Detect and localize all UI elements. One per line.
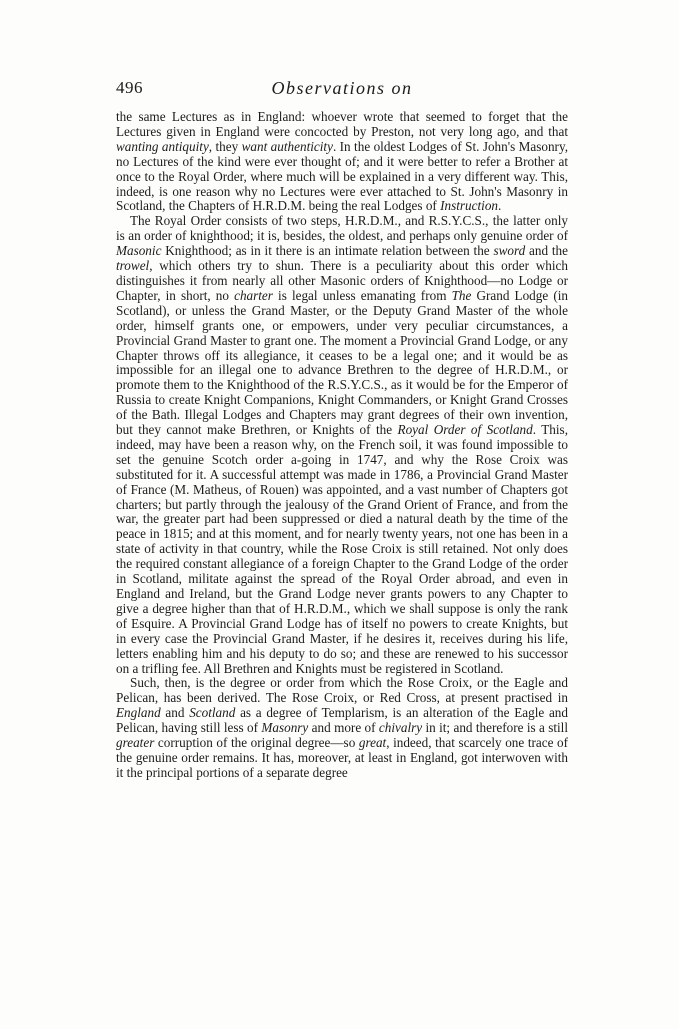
running-head: Observations on [271, 78, 413, 98]
page-header [116, 78, 568, 102]
page-number: 496 [116, 78, 143, 97]
paragraph-1 [116, 110, 568, 214]
text-run: . This, indeed, may have been a reason why, on the French soil, it was found impossible to set the genuine Scotch order a-going in 1747, and why the Rose Croix was substituted for it. A successful attempt was made in 1786, a Provincial Grand Master of France (M. Matheus, of Rouen) was appointed, and a vast number of Chapters got charters; but partly through the jealousy of the Grand Orient of France, and from the war, the greater part had been suppressed or died a natural death by the time of the peace in 1815; and at this moment, and for nearly twenty years, not one has been in a state of activity in that country, while the Rose Croix is still retained. Not only does the required constant allegiance of a foreign Chapter to the Grand Lodge of the order in Scotland, militate against the spread of the Royal Order abroad, and even in England and Ireland, but the Grand Lodge never grants powers to any Chapter to give a degree higher than that of H.R.D.M., which we shall suppose is only the rank of Esquire. A Provincial Grand Lodge has of itself no powers to create Knights, but in every case the Provincial Grand Master, if he desires it, receives during his life, letters enabling him and his deputy to do so; and these are renewed to his successor on a trifling fee. All Brethren and Knights must be registered in Scotland. [116, 422, 568, 676]
text-run: is legal unless emanating from [272, 287, 452, 303]
text-run: , indeed, that scarcely one trace of the genuine order remains. It has, moreover, at least in England, got interwoven with it the principal portions of a separate degree [116, 735, 568, 780]
italic-text: trowel [116, 258, 150, 274]
italic-text: The [451, 287, 472, 303]
text-run: . [498, 198, 502, 214]
text-run: the same Lectures as in England: whoever wrote that seemed to forget that the Lectures given in England were concocted by Preston, not very long ago, and that [116, 109, 568, 139]
paragraph-2 [116, 214, 568, 676]
italic-text: charter [234, 287, 273, 303]
text-run: in it; and therefore is a still [422, 720, 568, 736]
text-run: , they [208, 138, 242, 154]
italic-text: greater [116, 735, 155, 751]
body-text [116, 110, 568, 781]
italic-text: Royal Order of Scotland [397, 422, 533, 438]
italic-text: great [358, 735, 387, 751]
italic-text: sword [493, 243, 526, 259]
text-run: . In the oldest Lodges of St. John's Masonry, no Lectures of the kind were ever thought of; and it were better to refer a Brother at once to the Royal Order, where much will be explained in a very different way. This, indeed, is one reason why no Lectures were ever attached to St. John's Masonry in Scotland, the Chapters of H.R.D.M. being the real Lodges of [116, 138, 568, 214]
text-run: Such, then, is the degree or order from which the Rose Croix, or the Eagle and Pelican, has been derived. The Rose Croix, or Red Cross, at present practised in [116, 675, 568, 706]
text-run: and more of [308, 720, 379, 736]
italic-text: chivalry [378, 720, 423, 736]
italic-text: England [116, 705, 161, 721]
italic-text: Masonic [116, 243, 162, 259]
italic-text: Instruction [440, 198, 499, 214]
italic-text: wanting antiquity [116, 138, 209, 154]
text-run: corruption of the original degree—so [154, 735, 359, 751]
text-run: Grand Lodge (in Scotland), or unless the Grand Master, or the Deputy Grand Master of the whole order, himself grants one, or empowers, under very peculiar circumstances, a Provincial Grand Master to grant one. The moment a Provincial Grand Lodge, or any Chapter throws off its allegiance, it ceases to be a legal one; and it would be as impossible for an illegal one to advance Brethren to the degree of H.R.D.M., or promote them to the Knighthood of the R.S.Y.C.S., as it would be for the Emperor of Russia to create Knight Companions, Knight Commanders, or Knight Grand Crosses of the Bath. Illegal Lodges and Chapters may grant degrees of their own invention, but they cannot make Brethren, or Knights of the [116, 287, 568, 438]
text-run: The Royal Order consists of two steps, H.R.D.M., and R.S.Y.C.S., the latter only is an order of knighthood; it is, besides, the oldest, and perhaps only genuine order of [116, 213, 568, 244]
text-run: as a degree of Templarism, is an alteration of the Eagle and Pelican, having still less of [116, 705, 568, 736]
italic-text: Masonry [261, 720, 309, 736]
text-run: , which others try to shun. There is a peculiarity about this order which distinguishes it from nearly all other Masonic orders of Knighthood—no Lodge or Chapter, in short, no [116, 258, 568, 303]
text-run: Knighthood; as in it there is an intimate relation between the [161, 243, 494, 259]
text-run: and the [525, 243, 568, 259]
paragraph-3 [116, 676, 568, 780]
italic-text: Scotland [189, 705, 236, 721]
italic-text: want authenticity [241, 138, 333, 154]
text-run: and [160, 705, 190, 721]
